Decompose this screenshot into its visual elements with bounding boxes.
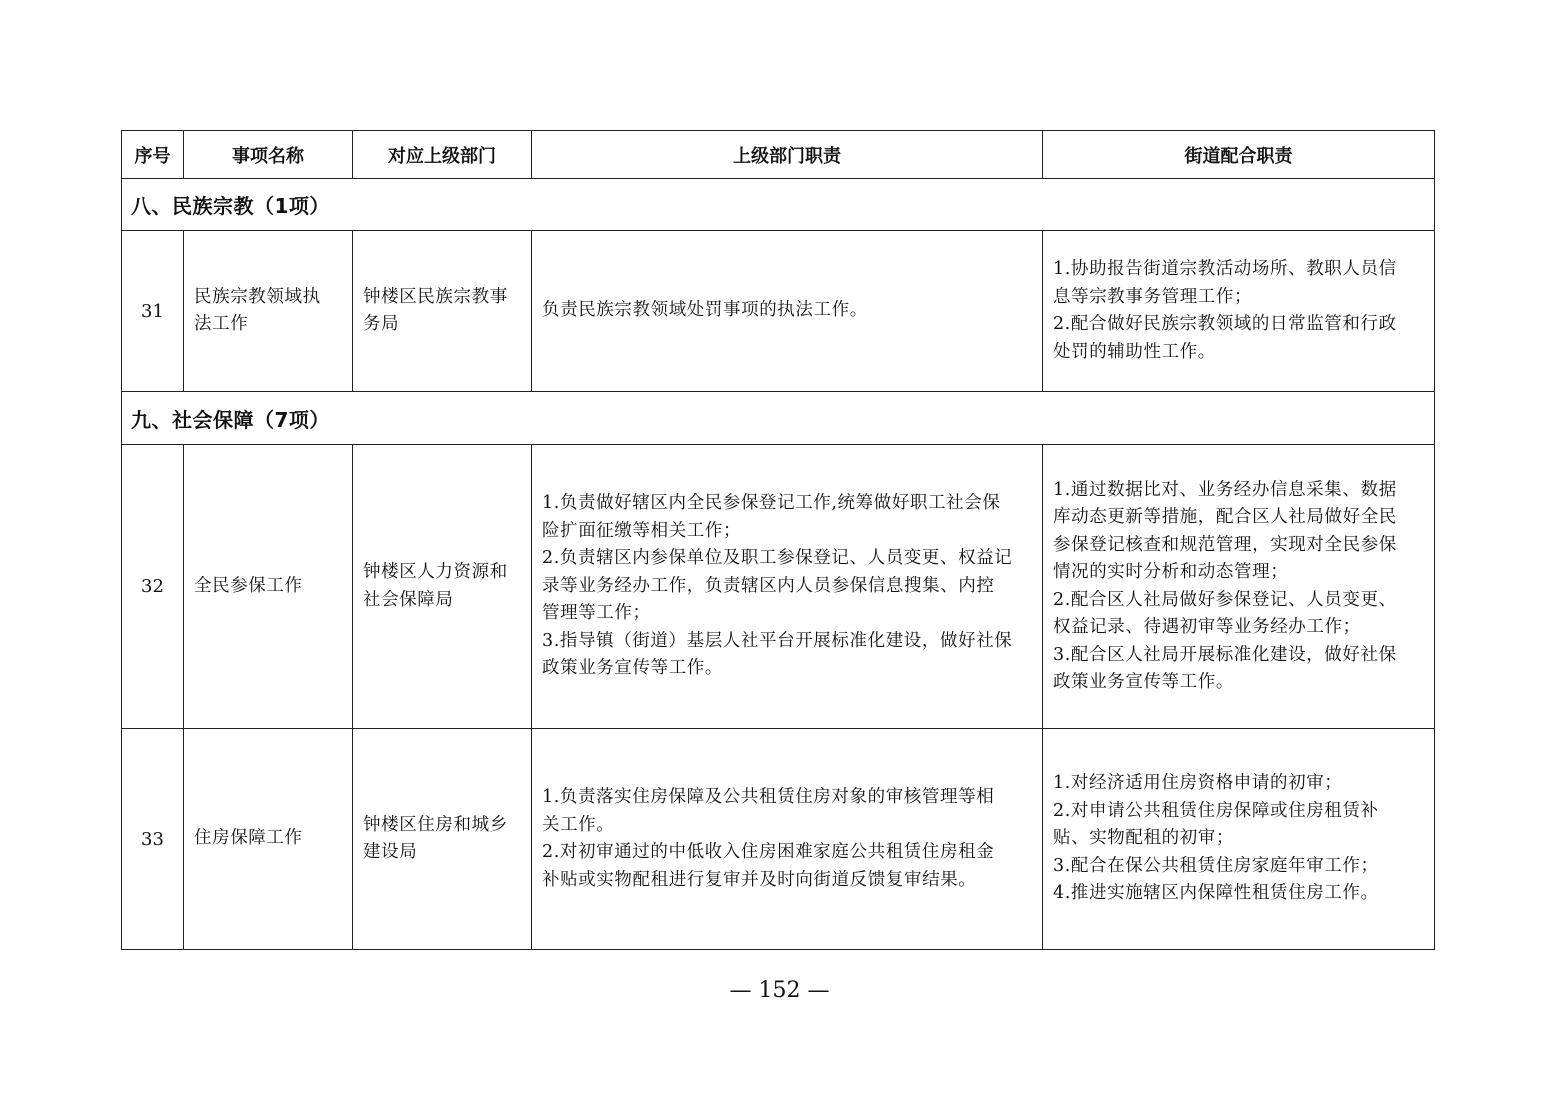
text-line: 2.对初审通过的中低收入住房困难家庭公共租赁住房租金 [542, 842, 995, 862]
dept-cell [353, 231, 532, 392]
text-line: 法工作 [194, 314, 249, 334]
item-name-cell [184, 231, 353, 392]
text-line: 1.负责做好辖区内全民参保登记工作,统筹做好职工社会保 [542, 493, 1001, 514]
header-item-name: 事项名称 [184, 131, 353, 179]
text-line: 管理等工作； [542, 603, 651, 624]
text-line: 住房保障工作 [194, 828, 303, 849]
page-number: — 152 — [729, 978, 830, 1003]
section-title: 九、社会保障（7项） [122, 392, 1435, 445]
text-line: 处罚的辅助性工作。 [1053, 341, 1216, 362]
dept-duty-cell [532, 445, 1043, 729]
section-title: 八、民族宗教（1项） [122, 179, 1435, 231]
text-line: 权益记录、待遇初审等业务经办工作； [1053, 617, 1361, 637]
row-number: 32 [122, 445, 184, 729]
text-line: 3.指导镇（街道）基层人社平台开展标准化建设，做好社保 [542, 630, 1013, 651]
header-row [122, 131, 1435, 179]
text-line: 1.协助报告街道宗教活动场所、教职人员信 [1053, 259, 1397, 279]
text-line: 息等宗教事务管理工作； [1053, 286, 1253, 307]
text-line: 建设局 [363, 842, 418, 862]
responsibility-table [121, 130, 1435, 950]
text-line: 参保登记核查和规范管理，实现对全民参保 [1053, 534, 1397, 555]
item-name-cell [184, 729, 353, 950]
header-dept-duty: 上级部门职责 [532, 131, 1043, 179]
text-line: 负责民族宗教领域处罚事项的执法工作。 [542, 300, 868, 321]
text-line: 1.负责落实住房保障及公共租赁住房对象的审核管理等相 [542, 787, 995, 807]
text-line: 4.推进实施辖区内保障性租赁住房工作。 [1053, 883, 1379, 904]
section-heading-row [122, 179, 1435, 231]
street-duty-cell [1043, 729, 1435, 950]
dept-cell [353, 729, 532, 950]
text-line: 钟楼区人力资源和 [363, 562, 508, 582]
street-duty-cell [1043, 445, 1435, 729]
text-line: 3.配合区人社局开展标准化建设，做好社保 [1053, 644, 1397, 665]
header-dept: 对应上级部门 [353, 131, 532, 179]
text-line: 情况的实时分析和动态管理； [1053, 562, 1289, 582]
section-heading-row [122, 392, 1435, 445]
text-line: 贴、实物配租的初审； [1053, 828, 1234, 849]
text-line: 政策业务宣传等工作。 [542, 658, 723, 679]
item-name-cell [184, 445, 353, 729]
text-line: 2.对申请公共租赁住房保障或住房租赁补 [1053, 800, 1379, 821]
header-seq: 序号 [122, 131, 184, 179]
text-line: 1.通过数据比对、业务经办信息采集、数据 [1053, 479, 1397, 500]
header-street-duty: 街道配合职责 [1043, 131, 1435, 179]
text-line: 关工作。 [542, 814, 615, 835]
table-row [122, 231, 1435, 392]
table-row [122, 729, 1435, 950]
dept-cell [353, 445, 532, 729]
text-line: 民族宗教领域执 [194, 286, 321, 307]
row-number: 33 [122, 729, 184, 950]
text-line: 1.对经济适用住房资格申请的初审； [1053, 773, 1343, 794]
table-row [122, 445, 1435, 729]
text-line: 3.配合在保公共租赁住房家庭年审工作； [1053, 855, 1379, 876]
text-line: 政策业务宣传等工作。 [1053, 672, 1234, 692]
text-line: 2.负责辖区内参保单位及职工参保登记、人员变更、权益记 [542, 548, 1013, 569]
street-duty-cell [1043, 231, 1435, 392]
text-line: 务局 [363, 314, 400, 334]
text-line: 钟楼区住房和城乡 [363, 814, 508, 835]
text-line: 库动态更新等措施，配合区人社局做好全民 [1053, 507, 1397, 527]
row-number: 31 [122, 231, 184, 392]
dept-duty-cell [532, 729, 1043, 950]
text-line: 录等业务经办工作，负责辖区内人员参保信息搜集、内控 [542, 575, 995, 596]
text-line: 2.配合区人社局做好参保登记、人员变更、 [1053, 589, 1397, 610]
text-line: 补贴或实物配租进行复审并及时向街道反馈复审结果。 [542, 869, 977, 890]
dept-duty-cell [532, 231, 1043, 392]
text-line: 社会保障局 [363, 589, 454, 610]
text-line: 钟楼区民族宗教事 [363, 286, 508, 307]
text-line: 全民参保工作 [194, 575, 303, 596]
text-line: 2.配合做好民族宗教领域的日常监管和行政 [1053, 314, 1397, 334]
text-line: 险扩面征缴等相关工作； [542, 520, 742, 541]
